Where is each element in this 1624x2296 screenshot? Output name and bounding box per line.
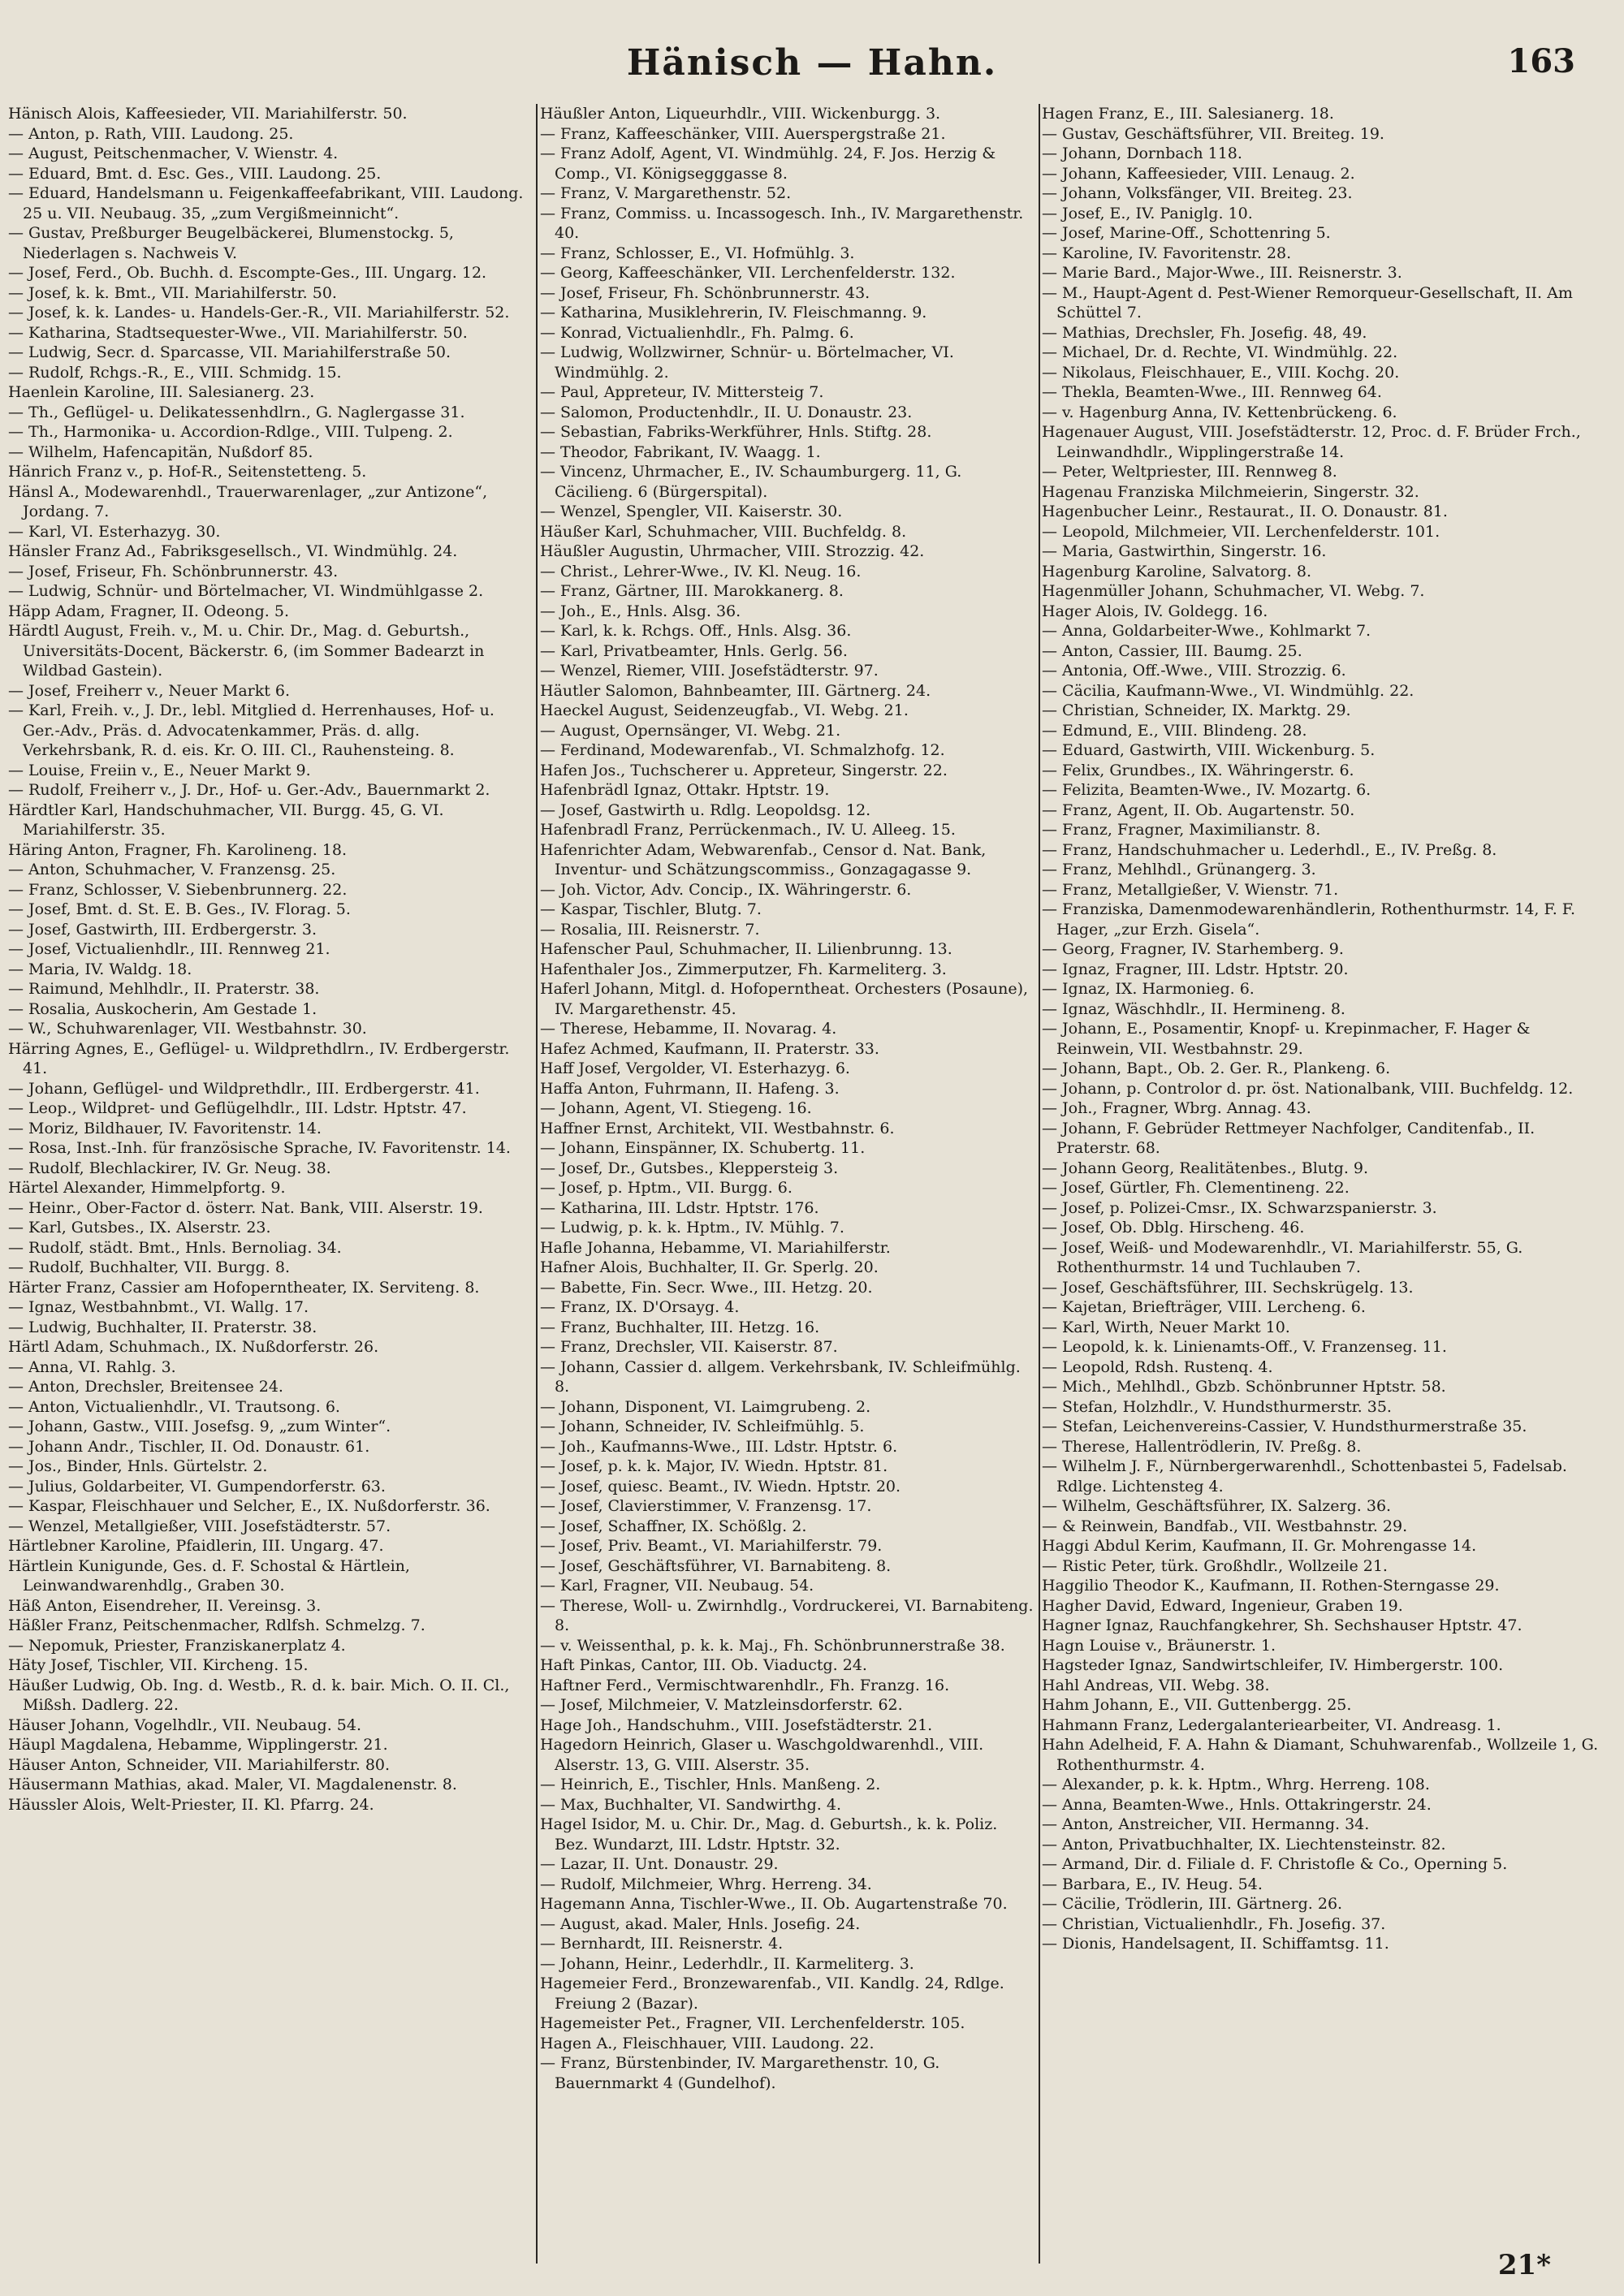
directory-entry: — Josef, E., IV. Paniglg. 10.	[1042, 204, 1253, 222]
directory-entry: — Ignaz, IX. Harmonieg. 6.	[1042, 980, 1255, 998]
directory-entry: — Cäcilia, Kaufmann-Wwe., VI. Windmühlg. 22.	[1042, 681, 1415, 700]
directory-entry: Hagsteder Ignaz, Sandwirtschleifer, IV. Himbergerstr. 100.	[1042, 1656, 1504, 1674]
directory-entry: Haggilio Theodor K., Kaufmann, II. Rothen-Sterngasse 29.	[1042, 1577, 1500, 1595]
directory-entry: — Therese, Woll- u. Zwirnhdlg., Vordruckerei, VI. Barnabiteng. 8.	[540, 1596, 1034, 1634]
directory-entry: Hänisch Alois, Kaffeesieder, VII. Mariahilferstr. 50.	[8, 105, 408, 123]
directory-entry: — Joh. Victor, Adv. Concip., IX. Währingerstr. 6.	[540, 880, 912, 899]
directory-entry: — Rosalia, III. Reisnerstr. 7.	[540, 920, 760, 939]
directory-entry: — Franz, V. Margarethenstr. 52.	[540, 184, 792, 202]
directory-entry: Häty Josef, Tischler, VII. Kircheng. 15.	[8, 1656, 309, 1674]
directory-entry: — Josef, Weiß- und Modewarenhdlr., VI. Mariahilferstr. 55, G. Rothenthurmstr. 14 und Tuchlauben 7.	[1042, 1238, 1523, 1276]
directory-entry: — Johann, Heinr., Lederhdlr., II. Karmeliterg. 3.	[540, 1954, 914, 1973]
directory-entry: — Anna, Goldarbeiter-Wwe., Kohlmarkt 7.	[1042, 622, 1371, 640]
directory-entry: — Anton, p. Rath, VIII. Laudong. 25.	[8, 124, 294, 143]
directory-entry: — Edmund, E., VIII. Blindeng. 28.	[1042, 721, 1307, 740]
directory-entry: Haffner Ernst, Architekt, VII. Westbahnstr. 6.	[540, 1119, 895, 1137]
directory-entry: — Rudolf, Buchhalter, VII. Burgg. 8.	[8, 1258, 290, 1276]
directory-entry: Häusermann Mathias, akad. Maler, VI. Magdalenenstr. 8.	[8, 1776, 457, 1793]
directory-entry: Hänsl A., Modewarenhdl., Trauerwarenlager, „zur Antizone“, Jordang. 7.	[8, 482, 488, 520]
column-left	[8, 104, 532, 2255]
directory-entry: — Theodor, Fabrikant, IV. Waagg. 1.	[540, 442, 821, 461]
sheet-signature: 21*	[1497, 2249, 1551, 2281]
directory-entry: — Karl, Fragner, VII. Neubaug. 54.	[540, 1577, 814, 1595]
directory-entry: — Joh., Kaufmanns-Wwe., III. Ldstr. Hptstr. 6.	[540, 1437, 898, 1456]
directory-entry: — Sebastian, Fabriks-Werkführer, Hnls. Stiftg. 28.	[540, 423, 932, 441]
directory-entry: Hänsler Franz Ad., Fabriksgesellsch., VI. Windmühlg. 24.	[8, 542, 458, 560]
directory-entry: Hafenscher Paul, Schuhmacher, II. Lilienbrunng. 13.	[540, 940, 952, 958]
directory-entry: — Katharina, III. Ldstr. Hptstr. 176.	[540, 1198, 819, 1217]
directory-entry: — Ludwig, Wollzwirner, Schnür- u. Börtelmacher, VI. Windmühlg. 2.	[540, 343, 954, 382]
directory-entry: — Georg, Fragner, IV. Starhemberg. 9.	[1042, 940, 1344, 958]
directory-entry: — Heinrich, E., Tischler, Hnls. Manßeng. 2.	[540, 1776, 881, 1793]
directory-entry: Häußler Anton, Liqueurhdlr., VIII. Wickenburgg. 3.	[540, 105, 941, 123]
directory-entry: Häußler Augustin, Uhrmacher, VIII. Strozzig. 42.	[540, 542, 925, 560]
directory-entry: Häußer Ludwig, Ob. Ing. d. Westb., R. d. k. bair. Mich. O. II. Cl., Mißsh. Dadlerg. 22.	[8, 1676, 510, 1714]
directory-entry: — Wenzel, Riemer, VIII. Josefstädterstr. 97.	[540, 662, 879, 680]
directory-entry: Härdtl August, Freih. v., M. u. Chir. Dr., Mag. d. Geburtsh., Universitäts-Docent, Bäckerstr. 6, (im Sommer Badearzt in Wildbad Gastein).	[8, 622, 485, 680]
directory-entry: — Franz, Schlosser, E., VI. Hofmühlg. 3.	[540, 244, 855, 262]
directory-entry: — Raimund, Mehlhdlr., II. Praterstr. 38.	[8, 980, 320, 998]
directory-entry: — Rosalia, Auskocherin, Am Gestade 1.	[8, 999, 317, 1018]
directory-entry: — Josef, Gastwirth, III. Erdbergerstr. 3.	[8, 920, 317, 939]
directory-entry: Hagemann Anna, Tischler-Wwe., II. Ob. Augartenstraße 70.	[540, 1895, 1008, 1913]
directory-entry: — Stefan, Holzhdlr., V. Hundsthurmerstr. 35.	[1042, 1397, 1392, 1416]
directory-entry: Häpp Adam, Fragner, II. Odeong. 5.	[8, 602, 289, 620]
directory-entry: — Kaspar, Fleischhauer und Selcher, E., IX. Nußdorferstr. 36.	[8, 1497, 490, 1515]
directory-entry: — Josef, Gastwirth u. Rdlg. Leopoldsg. 12.	[540, 801, 871, 819]
directory-entry: — Vincenz, Uhrmacher, E., IV. Schaumburgerg. 11, G. Cäcilieng. 6 (Bürgerspital).	[540, 463, 962, 501]
directory-entry: — Jos., Binder, Hnls. Gürtelstr. 2.	[8, 1457, 268, 1475]
directory-entry: — Josef, Friseur, Fh. Schönbrunnerstr. 43.	[8, 562, 339, 580]
directory-entry: Hagedorn Heinrich, Glaser u. Waschgoldwarenhdl., VIII. Alserstr. 13, G. VIII. Alserstr. 35.	[540, 1736, 984, 1774]
directory-entry: — Josef, Victualienhdlr., III. Rennweg 21.	[8, 940, 330, 958]
directory-entry: — Johann, p. Controlor d. pr. öst. Nationalbank, VIII. Buchfeldg. 12.	[1042, 1079, 1574, 1098]
directory-entry: — Ludwig, p. k. k. Hptm., IV. Mühlg. 7.	[540, 1219, 844, 1236]
directory-entry: — Felix, Grundbes., IX. Währingerstr. 6.	[1042, 761, 1354, 779]
directory-entry: — Eduard, Bmt. d. Esc. Ges., VIII. Laudong. 25.	[8, 164, 382, 183]
directory-entry: — Anton, Drechsler, Breitensee 24.	[8, 1378, 283, 1396]
directory-entry: — Konrad, Victualienhdlr., Fh. Palmg. 6.	[540, 323, 854, 342]
directory-entry: — Johann Andr., Tischler, II. Od. Donaustr. 61.	[8, 1437, 370, 1456]
column-rule	[1039, 104, 1040, 2264]
directory-entry: — Moriz, Bildhauer, IV. Favoritenstr. 14.	[8, 1119, 322, 1137]
directory-entry: — Josef, p. Polizei-Cmsr., IX. Schwarzspanierstr. 3.	[1042, 1198, 1437, 1217]
directory-entry: — & Reinwein, Bandfab., VII. Westbahnstr. 29.	[1042, 1517, 1408, 1535]
directory-entry: — Franz, Bürstenbinder, IV. Margarethenstr. 10, G. Bauernmarkt 4 (Gundelhof).	[540, 2054, 940, 2092]
directory-entry: — Franz, Schlosser, V. Siebenbrunnerg. 22.	[8, 880, 348, 899]
directory-entry: — Leopold, k. k. Linienamts-Off., V. Franzenseg. 11.	[1042, 1338, 1447, 1356]
directory-entry: — Karl, Privatbeamter, Hnls. Gerlg. 56.	[540, 641, 848, 660]
directory-entry: — Mathias, Drechsler, Fh. Josefig. 48, 49.	[1042, 323, 1367, 342]
directory-entry: Hagenbucher Leinr., Restaurat., II. O. Donaustr. 81.	[1042, 503, 1448, 520]
directory-entry: — Rudolf, Rchgs.-R., E., VIII. Schmidg. 15.	[8, 363, 342, 382]
page-header	[49, 42, 1575, 99]
directory-entry: — Armand, Dir. d. Filiale d. F. Christofle & Co., Operning 5.	[1042, 1855, 1508, 1873]
directory-entry: — Josef, k. k. Bmt., VII. Mariahilferstr. 50.	[8, 283, 337, 302]
directory-entry: Hafenthaler Jos., Zimmerputzer, Fh. Karmeliterg. 3.	[540, 960, 947, 978]
directory-entry: Häßler Franz, Peitschenmacher, Rdlfsh. Schmelzg. 7.	[8, 1616, 425, 1634]
directory-entry: — Leop., Wildpret- und Geflügelhdlr., III. Ldstr. Hptstr. 47.	[8, 1099, 467, 1117]
directory-entry: — Wenzel, Spengler, VII. Kaiserstr. 30.	[540, 503, 843, 520]
directory-entry: — Josef, k. k. Landes- u. Handels-Ger.-R., VII. Mariahilferstr. 52.	[8, 304, 510, 322]
directory-entry: — Johann, Agent, VI. Stiegeng. 16.	[540, 1099, 812, 1117]
directory-entry: — Kaspar, Tischler, Blutg. 7.	[540, 900, 762, 918]
directory-entry: — Karl, Wirth, Neuer Markt 10.	[1042, 1318, 1290, 1336]
directory-entry: — Franz, Handschuhmacher u. Lederhdl., E., IV. Preßg. 8.	[1042, 840, 1497, 859]
directory-entry: — Therese, Hallentrödlerin, IV. Preßg. 8.	[1042, 1437, 1362, 1456]
directory-entry: — Karoline, IV. Favoritenstr. 28.	[1042, 244, 1292, 262]
directory-entry: — Marie Bard., Major-Wwe., III. Reisnerstr. 3.	[1042, 264, 1402, 282]
directory-entry: Hafle Johanna, Hebamme, VI. Mariahilferstr.	[540, 1238, 891, 1257]
directory-entry: — Karl, Freih. v., J. Dr., lebl. Mitglied d. Herrenhauses, Hof- u. Ger.-Adv., Präs. d. Advocatenkammer, Präs. d. allg. Verkehrsbank, R. d. eis. Kr. O. III. Cl., Rauhensteing. 8.	[8, 701, 495, 759]
directory-entry: — August, Peitschenmacher, V. Wienstr. 4.	[8, 145, 339, 162]
directory-entry: — Johann Georg, Realitätenbes., Blutg. 9.	[1042, 1159, 1369, 1177]
directory-entry: — Christ., Lehrer-Wwe., IV. Kl. Neug. 16.	[540, 562, 862, 580]
directory-entry: — v. Weissenthal, p. k. k. Maj., Fh. Schönbrunnerstraße 38.	[540, 1636, 1005, 1655]
directory-entry: Hahmann Franz, Ledergalanteriearbeiter, VI. Andreasg. 1.	[1042, 1716, 1501, 1734]
directory-entry: Haeckel August, Seidenzeugfab., VI. Webg. 21.	[540, 701, 909, 719]
directory-entry: Hahn Adelheid, F. A. Hahn & Diamant, Schuhwarenfab., Wollzeile 1, G. Rothenthurmstr. 4.	[1042, 1736, 1599, 1774]
directory-entry: — Johann, Schneider, IV. Schleifmühlg. 5.	[540, 1418, 865, 1435]
directory-entry: — Gustav, Geschäftsführer, VII. Breiteg. 19.	[1042, 124, 1384, 143]
directory-entry: — W., Schuhwarenlager, VII. Westbahnstr. 30.	[8, 1020, 367, 1038]
directory-entry: — Heinr., Ober-Factor d. österr. Nat. Bank, VIII. Alserstr. 19.	[8, 1198, 483, 1217]
directory-entry: — Franz, Fragner, Maximilianstr. 8.	[1042, 821, 1321, 839]
directory-entry: — Thekla, Beamten-Wwe., III. Rennweg 64.	[1042, 383, 1382, 401]
directory-entry: — Wilhelm, Hafencapitän, Nußdorf 85.	[8, 442, 313, 461]
directory-entry: — Joh., Fragner, Wbrg. Annag. 43.	[1042, 1099, 1311, 1117]
directory-entry: — Anton, Anstreicher, VII. Hermanng. 34.	[1042, 1815, 1370, 1833]
directory-entry: — Stefan, Leichenvereins-Cassier, V. Hundsthurmerstraße 35.	[1042, 1418, 1527, 1435]
directory-entry: — Wilhelm J. F., Nürnbergerwarenhdl., Schottenbastei 5, Fadelsab. Rdlge. Lichtensteg 4.	[1042, 1457, 1567, 1495]
directory-entry: — Anna, Beamten-Wwe., Hnls. Ottakringerstr. 24.	[1042, 1795, 1432, 1814]
column-rule	[536, 104, 538, 2264]
directory-entry: Härring Agnes, E., Geflügel- u. Wildprethdlrn., IV. Erdbergerstr. 41.	[8, 1039, 510, 1077]
directory-entry: Haft Pinkas, Cantor, III. Ob. Viaductg. 24.	[540, 1656, 867, 1674]
directory-entry: — Johann, Kaffeesieder, VIII. Lenaug. 2.	[1042, 164, 1355, 183]
directory-entry: — Anton, Cassier, III. Baumg. 25.	[1042, 641, 1302, 660]
directory-entry: — Anna, VI. Rahlg. 3.	[8, 1357, 176, 1376]
directory-entry: — Th., Harmonika- u. Accordion-Rdlge., VIII. Tulpeng. 2.	[8, 423, 453, 441]
directory-entry: — Josef, Dr., Gutsbes., Kleppersteig 3.	[540, 1159, 839, 1177]
directory-entry: — Josef, Friseur, Fh. Schönbrunnerstr. 43.	[540, 283, 870, 302]
directory-entry: — Joh., E., Hnls. Alsg. 36.	[540, 602, 741, 620]
directory-entry: — Josef, Freiherr v., Neuer Markt 6.	[8, 681, 291, 700]
directory-entry: — Ignaz, Fragner, III. Ldstr. Hptstr. 20.	[1042, 960, 1349, 978]
directory-entry: — Franz, IX. D'Orsayg. 4.	[540, 1298, 740, 1316]
directory-entry: — Maria, Gastwirthin, Singerstr. 16.	[1042, 542, 1327, 560]
directory-entry: — Johann, Einspänner, IX. Schubertg. 11.	[540, 1139, 866, 1157]
directory-entry: — Dionis, Handelsagent, II. Schiffamtsg. 11.	[1042, 1935, 1389, 1953]
directory-entry: — Ludwig, Secr. d. Sparcasse, VII. Mariahilferstraße 50.	[8, 343, 451, 361]
directory-entry: — Franz, Commiss. u. Incassogesch. Inh., IV. Margarethenstr. 40.	[540, 204, 1024, 242]
directory-entry: — Franziska, Damenmodewarenhändlerin, Rothenthurmstr. 14, F. F. Hager, „zur Erzh. Gisela“.	[1042, 900, 1576, 939]
column-right	[1042, 104, 1602, 2255]
directory-entry: — Christian, Schneider, IX. Marktg. 29.	[1042, 701, 1351, 719]
directory-entry: — Mich., Mehlhdl., Gbzb. Schönbrunner Hptstr. 58.	[1042, 1378, 1446, 1396]
directory-entry: — Ludwig, Schnür- und Börtelmacher, VI. Windmühlgasse 2.	[8, 582, 484, 600]
directory-entry: — Th., Geflügel- u. Delikatessenhdlrn., G. Naglergasse 31.	[8, 403, 465, 421]
directory-entry: Hagn Louise v., Bräunerstr. 1.	[1042, 1636, 1276, 1655]
directory-entry: Härtlein Kunigunde, Ges. d. F. Schostal & Härtlein, Leinwandwarenhdlg., Graben 30.	[8, 1556, 410, 1595]
directory-entry: Härtl Adam, Schuhmach., IX. Nußdorferstr. 26.	[8, 1338, 379, 1356]
directory-entry: — Ristic Peter, türk. Großhdlr., Wollzeile 21.	[1042, 1556, 1388, 1575]
directory-entry: Haggi Abdul Kerim, Kaufmann, II. Gr. Mohrengasse 14.	[1042, 1537, 1477, 1555]
directory-entry: — Josef, Marine-Off., Schottenring 5.	[1042, 224, 1331, 242]
directory-entry: — Josef, Milchmeier, V. Matzleinsdorferstr. 62.	[540, 1696, 903, 1714]
directory-entry: Hagenauer August, VIII. Josefstädterstr. 12, Proc. d. F. Brüder Frch., Leinwandhdlr., Wipplingerstraße 14.	[1042, 423, 1581, 461]
directory-entry: — Johann, Disponent, VI. Laimgrubeng. 2.	[540, 1397, 871, 1416]
directory-entry: Hage Joh., Handschuhm., VIII. Josefstädterstr. 21.	[540, 1716, 933, 1734]
directory-entry: — Alexander, p. k. k. Hptm., Whrg. Herreng. 108.	[1042, 1776, 1430, 1793]
directory-entry: — Franz, Agent, II. Ob. Augartenstr. 50.	[1042, 801, 1355, 819]
directory-entry: Häuser Johann, Vogelhdlr., VII. Neubaug. 54.	[8, 1716, 362, 1734]
directory-entry: — Franz, Buchhalter, III. Hetzg. 16.	[540, 1318, 820, 1336]
directory-entry: Häutler Salomon, Bahnbeamter, III. Gärtnerg. 24.	[540, 681, 931, 700]
directory-entry: Hagemeier Ferd., Bronzewarenfab., VII. Kandlg. 24, Rdlge. Freiung 2 (Bazar).	[540, 1974, 1004, 2013]
directory-entry: — Josef, Priv. Beamt., VI. Mariahilferstr. 79.	[540, 1537, 883, 1555]
directory-entry: — Karl, k. k. Rchgs. Off., Hnls. Alsg. 36.	[540, 622, 852, 640]
directory-entry: — Felizita, Beamten-Wwe., IV. Mozartg. 6.	[1042, 781, 1371, 799]
directory-entry: Hänrich Franz v., p. Hof-R., Seitenstetteng. 5.	[8, 463, 367, 481]
directory-entry: — Johann, E., Posamentir, Knopf- u. Krepinmacher, F. Hager & Reinwein, VII. Westbahnstr. 29.	[1042, 1020, 1531, 1058]
directory-entry: Häring Anton, Fragner, Fh. Karolineng. 18.	[8, 840, 348, 859]
directory-entry: — v. Hagenburg Anna, IV. Kettenbrückeng. 6.	[1042, 403, 1397, 421]
directory-entry: — Bernhardt, III. Reisnerstr. 4.	[540, 1935, 784, 1953]
directory-entry: — Josef, Clavierstimmer, V. Franzensg. 17.	[540, 1497, 872, 1515]
directory-entry: Hahl Andreas, VII. Webg. 38.	[1042, 1676, 1270, 1694]
directory-entry: — Johann, Dornbach 118.	[1042, 145, 1242, 162]
directory-entry: Hafenrichter Adam, Webwarenfab., Censor d. Nat. Bank, Inventur- und Schätzungscommiss., Gonzagagasse 9.	[540, 840, 987, 878]
directory-entry: Hagenburg Karoline, Salvatorg. 8.	[1042, 562, 1311, 580]
directory-entry: — Eduard, Handelsmann u. Feigenkaffeefabrikant, VIII. Laudong. 25 u. VII. Neubaug. 35, „zum Vergißmeinnicht“.	[8, 184, 524, 222]
column-middle	[540, 104, 1035, 2255]
directory-entry: Härtel Alexander, Himmelpfortg. 9.	[8, 1179, 286, 1197]
directory-entry: — Franz, Drechsler, VII. Kaiserstr. 87.	[540, 1338, 838, 1356]
directory-entry: Häußer Karl, Schuhmacher, VIII. Buchfeldg. 8.	[540, 522, 907, 541]
directory-entry: — Johann, Bapt., Ob. 2. Ger. R., Plankeng. 6.	[1042, 1060, 1391, 1077]
directory-entry: — Karl, VI. Esterhazyg. 30.	[8, 522, 221, 541]
directory-entry: — Franz, Metallgießer, V. Wienstr. 71.	[1042, 880, 1339, 899]
directory-entry: — Georg, Kaffeeschänker, VII. Lerchenfelderstr. 132.	[540, 264, 956, 282]
directory-entry: — Josef, quiesc. Beamt., IV. Wiedn. Hptstr. 20.	[540, 1477, 901, 1495]
directory-entry: Häuser Anton, Schneider, VII. Mariahilferstr. 80.	[8, 1755, 391, 1774]
directory-entry: Hagen A., Fleischhauer, VIII. Laudong. 22.	[540, 2034, 875, 2052]
directory-entry: — Lazar, II. Unt. Donaustr. 29.	[540, 1855, 779, 1873]
directory-entry: — Gustav, Preßburger Beugelbäckerei, Blumenstockg. 5, Niederlagen s. Nachweis V.	[8, 224, 454, 262]
directory-entry: Haferl Johann, Mitgl. d. Hofoperntheat. Orchesters (Posaune), IV. Margarethenstr. 45.	[540, 980, 1029, 1018]
directory-entry: Hahm Johann, E., VII. Guttenbergg. 25.	[1042, 1696, 1352, 1714]
directory-entry: — Michael, Dr. d. Rechte, VI. Windmühlg. 22.	[1042, 343, 1398, 361]
directory-entry: Härdtler Karl, Handschuhmacher, VII. Burgg. 45, G. VI. Mariahilferstr. 35.	[8, 801, 444, 839]
directory-entry: — Paul, Appreteur, IV. Mittersteig 7.	[540, 383, 824, 401]
directory-entry: — Anton, Schuhmacher, V. Franzensg. 25.	[8, 861, 336, 878]
directory-entry: — Max, Buchhalter, VI. Sandwirthg. 4.	[540, 1795, 842, 1814]
directory-entry: — Salomon, Productenhdlr., II. U. Donaustr. 23.	[540, 403, 913, 421]
directory-entry: Hagel Isidor, M. u. Chir. Dr., Mag. d. Geburtsh., k. k. Poliz. Bez. Wundarzt, III. Ldstr. Hptstr. 32.	[540, 1815, 998, 1854]
directory-entry: — Barbara, E., IV. Heug. 54.	[1042, 1875, 1263, 1893]
running-head: Hänisch — Hahn.	[626, 42, 998, 84]
directory-entry: — Franz Adolf, Agent, VI. Windmühlg. 24, F. Jos. Herzig & Comp., VI. Königsegggasse 8.	[540, 145, 996, 183]
directory-entry: — M., Haupt-Agent d. Pest-Wiener Remorqueur-Gesellschaft, II. Am Schüttel 7.	[1042, 283, 1573, 322]
directory-entry: — Josef, Gürtler, Fh. Clementineng. 22.	[1042, 1179, 1350, 1197]
directory-entry: — Johann, F. Gebrüder Rettmeyer Nachfolger, Canditenfab., II. Praterstr. 68.	[1042, 1119, 1535, 1157]
directory-entry: Hafenbrädl Ignaz, Ottakr. Hptstr. 19.	[540, 781, 830, 799]
page-number: 163	[1507, 42, 1575, 80]
directory-entry: Hager Alois, IV. Goldegg. 16.	[1042, 602, 1268, 620]
directory-entry: — Franz, Gärtner, III. Marokkanerg. 8.	[540, 582, 844, 600]
directory-entry: — Louise, Freiin v., E., Neuer Markt 9.	[8, 761, 311, 779]
directory-entry: Hagner Ignaz, Rauchfangkehrer, Sh. Sechshauser Hptstr. 47.	[1042, 1616, 1522, 1634]
directory-entry: — Josef, Geschäftsführer, VI. Barnabiteng. 8.	[540, 1556, 892, 1575]
directory-entry: — Nepomuk, Priester, Franziskanerplatz 4.	[8, 1636, 346, 1655]
directory-entry: Hagenau Franziska Milchmeierin, Singerstr. 32.	[1042, 482, 1419, 501]
directory-entry: — Ignaz, Westbahnbmt., VI. Wallg. 17.	[8, 1298, 309, 1316]
directory-entry: — Ferdinand, Modewarenfab., VI. Schmalzhofg. 12.	[540, 741, 945, 759]
directory-entry: Haenlein Karoline, III. Salesianerg. 23.	[8, 383, 315, 401]
directory-entry: — Josef, Ferd., Ob. Buchh. d. Escompte-Ges., III. Ungarg. 12.	[8, 264, 487, 282]
directory-entry: — Karl, Gutsbes., IX. Alserstr. 23.	[8, 1219, 271, 1236]
directory-entry: Haff Josef, Vergolder, VI. Esterhazyg. 6.	[540, 1060, 850, 1077]
directory-entry: — Johann, Geflügel- und Wildprethdlr., III. Erdbergerstr. 41.	[8, 1079, 480, 1098]
directory-entry: Härtlebner Karoline, Pfaidlerin, III. Ungarg. 47.	[8, 1537, 384, 1555]
directory-entry: Haffa Anton, Fuhrmann, II. Hafeng. 3.	[540, 1079, 840, 1098]
directory-entry: Häupl Magdalena, Hebamme, Wipplingerstr. 21.	[8, 1736, 388, 1754]
directory-entry: — Katharina, Musiklehrerin, IV. Fleischmanng. 9.	[540, 304, 927, 322]
directory-entry: — Rudolf, Blechlackirer, IV. Gr. Neug. 38.	[8, 1159, 331, 1177]
directory-entry: Hagemeister Pet., Fragner, VII. Lerchenfelderstr. 105.	[540, 2014, 965, 2032]
directory-entry: — Rosa, Inst.-Inh. für französische Sprache, IV. Favoritenstr. 14.	[8, 1139, 511, 1157]
directory-entry: — Eduard, Gastwirth, VIII. Wickenburg. 5.	[1042, 741, 1376, 759]
directory-entry: Hafner Alois, Buchhalter, II. Gr. Sperlg. 20.	[540, 1258, 879, 1276]
directory-entry: — Peter, Weltpriester, III. Rennweg 8.	[1042, 463, 1337, 481]
directory-entry: — Rudolf, städt. Bmt., Hnls. Bernoliag. 34.	[8, 1238, 342, 1257]
directory-entry: — August, Opernsänger, VI. Webg. 21.	[540, 721, 841, 740]
directory-entry: — Franz, Kaffeeschänker, VIII. Auerspergstraße 21.	[540, 124, 946, 143]
directory-entry: — Rudolf, Milchmeier, Whrg. Herreng. 34.	[540, 1875, 872, 1893]
directory-entry: — Cäcilie, Trödlerin, III. Gärtnerg. 26.	[1042, 1895, 1343, 1913]
directory-entry: Hafenbradl Franz, Perrückenmach., IV. U. Alleeg. 15.	[540, 821, 956, 839]
directory-entry: — Katharina, Stadtsequester-Wwe., VII. Mariahilferstr. 50.	[8, 323, 468, 342]
directory-entry: — Josef, Geschäftsführer, III. Sechskrügelg. 13.	[1042, 1278, 1414, 1297]
directory-entry: — Josef, p. Hptm., VII. Burgg. 6.	[540, 1179, 793, 1197]
directory-entry: — Johann, Gastw., VIII. Josefsg. 9, „zum Winter“.	[8, 1418, 391, 1435]
directory-entry: Hagen Franz, E., III. Salesianerg. 18.	[1042, 105, 1334, 123]
directory-entry: — Franz, Mehlhdl., Grünangerg. 3.	[1042, 861, 1316, 878]
directory-entry: — Anton, Victualienhdlr., VI. Trautsong. 6.	[8, 1397, 340, 1416]
directory-entry: Hagher David, Edward, Ingenieur, Graben 19.	[1042, 1596, 1403, 1615]
directory-entry: — Ignaz, Wäschhdlr., II. Hermineng. 8.	[1042, 999, 1345, 1018]
directory-entry: — Josef, Schaffner, IX. Schößlg. 2.	[540, 1517, 807, 1535]
directory-entry: — Julius, Goldarbeiter, VI. Gumpendorferstr. 63.	[8, 1477, 386, 1495]
directory-entry: — Maria, IV. Waldg. 18.	[8, 960, 192, 978]
directory-entry: — Johann, Volksfänger, VII. Breiteg. 23.	[1042, 184, 1353, 202]
directory-entry: — Nikolaus, Fleischhauer, E., VIII. Kochg. 20.	[1042, 363, 1400, 382]
directory-entry: — Rudolf, Freiherr v., J. Dr., Hof- u. Ger.-Adv., Bauernmarkt 2.	[8, 781, 490, 799]
directory-entry: — Antonia, Off.-Wwe., VIII. Strozzig. 6.	[1042, 662, 1346, 680]
directory-entry: Hagenmüller Johann, Schuhmacher, VI. Webg. 7.	[1042, 582, 1425, 600]
directory-entry: — Anton, Privatbuchhalter, IX. Liechtensteinstr. 82.	[1042, 1835, 1446, 1854]
directory-entry: — Leopold, Rdsh. Rustenq. 4.	[1042, 1357, 1273, 1376]
directory-entry: — Wilhelm, Geschäftsführer, IX. Salzerg. 36.	[1042, 1497, 1392, 1515]
directory-entry: — Christian, Victualienhdlr., Fh. Josefig. 37.	[1042, 1914, 1386, 1933]
directory-entry: — Kajetan, Briefträger, VIII. Lercheng. 6.	[1042, 1298, 1366, 1316]
directory-entry: Hafen Jos., Tuchscherer u. Appreteur, Singerstr. 22.	[540, 761, 948, 779]
directory-entry: — Johann, Cassier d. allgem. Verkehrsbank, IV. Schleifmühlg. 8.	[540, 1357, 1021, 1396]
directory-entry: — Josef, Bmt. d. St. E. B. Ges., IV. Florag. 5.	[8, 900, 351, 918]
directory-entry: — Ludwig, Buchhalter, II. Praterstr. 38.	[8, 1318, 317, 1336]
directory-entry: — August, akad. Maler, Hnls. Josefig. 24.	[540, 1914, 861, 1933]
directory-entry: — Leopold, Milchmeier, VII. Lerchenfelderstr. 101.	[1042, 522, 1440, 541]
directory-entry: Hafez Achmed, Kaufmann, II. Praterstr. 33.	[540, 1039, 879, 1058]
directory-entry: Haftner Ferd., Vermischtwarenhdlr., Fh. Franzg. 16.	[540, 1676, 950, 1694]
directory-entry: — Wenzel, Metallgießer, VIII. Josefstädterstr. 57.	[8, 1517, 391, 1535]
directory-entry: Häussler Alois, Welt-Priester, II. Kl. Pfarrg. 24.	[8, 1795, 374, 1814]
directory-entry: Härter Franz, Cassier am Hofoperntheater, IX. Serviteng. 8.	[8, 1278, 480, 1297]
directory-entry: Häß Anton, Eisendreher, II. Vereinsg. 3.	[8, 1596, 322, 1615]
directory-entry: — Therese, Hebamme, II. Novarag. 4.	[540, 1020, 837, 1038]
directory-entry: — Josef, p. k. k. Major, IV. Wiedn. Hptstr. 81.	[540, 1457, 888, 1475]
directory-entry: — Josef, Ob. Dblg. Hirscheng. 46.	[1042, 1219, 1305, 1236]
directory-entry: — Babette, Fin. Secr. Wwe., III. Hetzg. 20.	[540, 1278, 873, 1297]
